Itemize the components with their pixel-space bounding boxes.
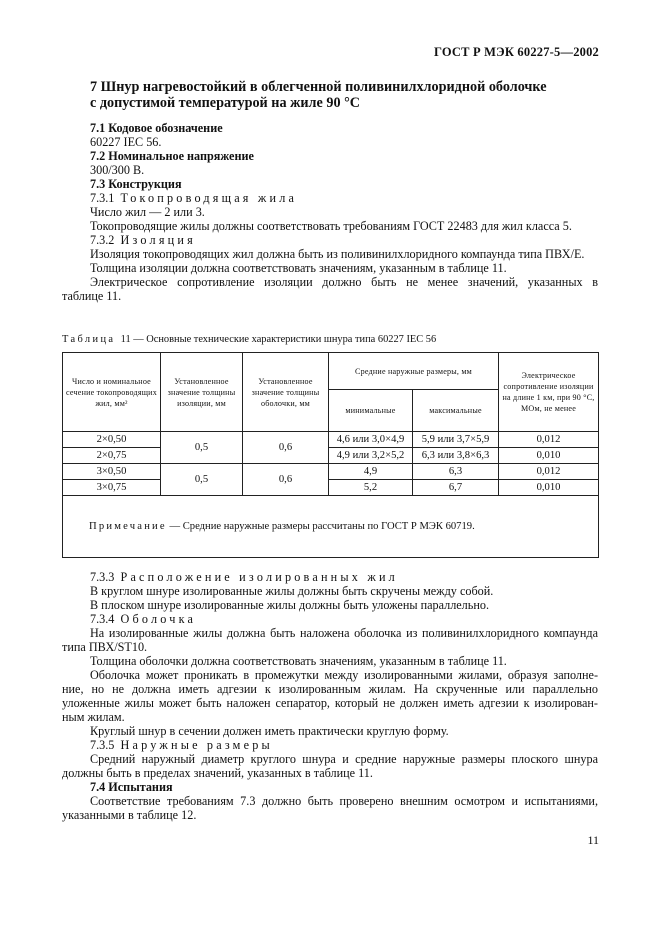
- document-header: ГОСТ Р МЭК 60227-5—2002: [434, 45, 599, 59]
- para-7-3-1-line2: Токопроводящие жилы должны соответствовать требованиям ГОСТ 22483 для жил класса 5.: [90, 219, 572, 233]
- para-7-3-1-line1: Число жил — 2 или 3.: [90, 205, 205, 219]
- cell-sheath: 0,6: [243, 432, 329, 464]
- cell-resistance: 0,012: [499, 464, 599, 480]
- heading-7-3-1: [90, 191, 297, 205]
- para-7-3-2-line2: Толщина изоляции должна соответствовать значениям, указанным в таблице 11.: [90, 261, 507, 275]
- cell-sheath: 0,6: [243, 464, 329, 496]
- para-7-3-3-line2: В плоском шнуре изолированные жилы должны быть уложены параллельно.: [90, 598, 489, 612]
- table-caption: [62, 334, 436, 345]
- heading-7-3-4-title: Оболочка: [120, 612, 197, 626]
- para-7-3-3-line1: В круглом шнуре изолированные жилы должны быть скручены между собой.: [90, 584, 494, 598]
- heading-7-3-3-number: 7.3.3: [90, 570, 115, 584]
- cell-section: 2×0,75: [63, 448, 161, 464]
- table-note-text: — Средние наружные размеры рассчитаны по ГОСТ Р МЭК 60719.: [169, 520, 475, 532]
- table-note: [63, 496, 599, 558]
- para-7-3-5-line2: должны быть в пределах значений, указанных в таблице 11.: [62, 766, 373, 780]
- cell-section: 3×0,50: [63, 464, 161, 480]
- table-row: [63, 448, 599, 464]
- para-7-3-2-line3: Электрическое сопротивление изоляции должно быть не менее значений, указанных в: [90, 275, 598, 289]
- cell-resistance: 0,010: [499, 480, 599, 496]
- table-header-row: [63, 353, 599, 390]
- rated-voltage: 300/300 В.: [90, 163, 145, 177]
- cell-section: 3×0,75: [63, 480, 161, 496]
- para-7-4-line1: Соответствие требованиям 7.3 должно быть проверено внешним осмотром и испытаниями,: [90, 794, 598, 808]
- header-insulation-resistance: Электрическое сопротивление изоляции на длине 1 км, при 90 °С, МОм, не менее: [499, 353, 599, 432]
- heading-7-3-4-number: 7.3.4: [90, 612, 115, 626]
- heading-7-3-1-number: 7.3.1: [90, 191, 115, 205]
- heading-7-3-2: [90, 233, 196, 247]
- para-7-3-4-line3: Толщина оболочки должна соответствовать значениям, указанным в таблице 11.: [90, 654, 507, 668]
- cell-resistance: 0,010: [499, 448, 599, 464]
- header-insulation-thickness: Установленное значение толщины изоляции, мм: [161, 353, 243, 432]
- table-caption-text: 11 — Основные технические характеристики шнура типа 60227 IEC 56: [120, 334, 437, 345]
- header-sheath-thickness: Установленное значение толщины оболочки, мм: [243, 353, 329, 432]
- cell-max: 6,3 или 3,8×6,3: [413, 448, 499, 464]
- cell-resistance: 0,012: [499, 432, 599, 448]
- cell-max: 5,9 или 3,7×5,9: [413, 432, 499, 448]
- table-row: [63, 432, 599, 448]
- para-7-3-4-line5: ние, но не должна иметь адгезии к изолированным жилам. На скрученные или параллельно: [62, 682, 598, 696]
- para-7-3-4-line2: типа ПВХ/ST10.: [62, 640, 148, 654]
- para-7-4-line2: указанными в таблице 12.: [62, 808, 197, 822]
- cell-insulation: 0,5: [161, 464, 243, 496]
- para-7-3-4-line6: уложенные жилы может быть наложен сепаратор, который не должен иметь адгезии к изолирован-: [62, 696, 598, 710]
- page-number: 11: [587, 833, 599, 847]
- table-caption-label: Таблица: [62, 334, 116, 345]
- cell-max: 6,7: [413, 480, 499, 496]
- para-7-3-4-line8: Круглый шнур в сечении должен иметь практически круглую форму.: [90, 724, 449, 738]
- heading-7-3-2-number: 7.3.2: [90, 233, 115, 247]
- cell-min: 4,9: [329, 464, 413, 480]
- para-7-3-2-line4: таблице 11.: [62, 289, 122, 303]
- heading-7-3-5-title: Наружные размеры: [120, 738, 273, 752]
- para-7-3-5-line1: Средний наружный диаметр круглого шнура и средние наружные размеры плоского шнура: [90, 752, 598, 766]
- header-max: максимальные: [413, 390, 499, 432]
- heading-7-3: 7.3 Конструкция: [90, 177, 182, 191]
- para-7-3-4-line1: На изолированные жилы должна быть наложена оболочка из поливинилхлоридного компаунда: [90, 626, 598, 640]
- heading-7-4: 7.4 Испытания: [90, 780, 173, 794]
- cell-insulation: 0,5: [161, 432, 243, 464]
- table-note-row: [63, 496, 599, 558]
- header-outer-dimensions: Средние наружные размеры, мм: [329, 353, 499, 390]
- cell-min: 4,6 или 3,0×4,9: [329, 432, 413, 448]
- cell-min: 5,2: [329, 480, 413, 496]
- section-title-line2: с допустимой температурой на жиле 90 °С: [90, 95, 361, 111]
- heading-7-2: 7.2 Номинальное напряжение: [90, 149, 254, 163]
- cell-max: 6,3: [413, 464, 499, 480]
- table-note-label: Примечание: [89, 520, 167, 532]
- table-row: [63, 480, 599, 496]
- header-min: минимальные: [329, 390, 413, 432]
- heading-7-1: 7.1 Кодовое обозначение: [90, 121, 223, 135]
- code-designation: 60227 IEC 56.: [90, 135, 162, 149]
- table-row: [63, 464, 599, 480]
- heading-7-3-5: [90, 738, 273, 752]
- para-7-3-4-line7: ным жилам.: [62, 710, 125, 724]
- heading-7-3-4: [90, 612, 196, 626]
- section-title-line1: 7 Шнур нагревостойкий в облегченной поливинилхлоридной оболочке: [90, 79, 547, 95]
- heading-7-3-1-title: Токопроводящая жила: [120, 191, 298, 205]
- heading-7-3-5-number: 7.3.5: [90, 738, 115, 752]
- header-conductor-section: Число и номинальное сечение токопроводящих жил, мм²: [63, 353, 161, 432]
- cell-min: 4,9 или 3,2×5,2: [329, 448, 413, 464]
- heading-7-3-3-title: Расположение изолированных жил: [120, 570, 398, 584]
- heading-7-3-3: [90, 570, 398, 584]
- section-title: [90, 79, 590, 111]
- para-7-3-4-line4: Оболочка может проникать в промежутки между изолированными жилами, образуя заполне-: [90, 668, 598, 682]
- cell-section: 2×0,50: [63, 432, 161, 448]
- heading-7-3-2-title: Изоляция: [120, 233, 196, 247]
- para-7-3-2-line1: Изоляция токопроводящих жил должна быть из поливинилхлоридного компаунда типа ПВХ/Е.: [90, 247, 585, 261]
- table-11: [62, 352, 599, 558]
